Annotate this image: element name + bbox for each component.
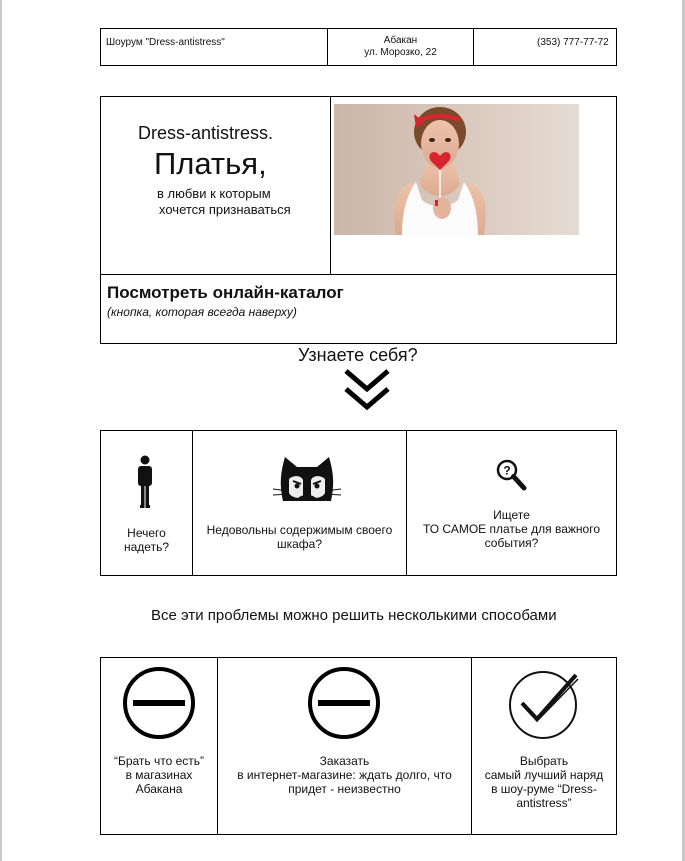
hero-tagline-2: хочется признаваться [159,202,291,217]
problem-line-2: ТО САМОЕ платье для важного [422,522,601,536]
brand-name: Dress-antistress. [138,123,274,143]
solution-line-1: Выбрать [519,754,569,768]
person-figure-icon [135,455,155,509]
solution-line-3: Абакана [135,782,183,796]
svg-text:?: ? [503,463,511,478]
check-circle-icon [506,665,584,741]
solution-line-3: придет - неизвестно [288,782,401,796]
address-block [328,35,473,71]
page [2,0,682,861]
hero-section [100,96,617,344]
double-chevron-down-icon [342,367,392,413]
catalog-button[interactable]: Посмотреть онлайн-каталог [107,283,344,302]
hero-headline: Платья, [154,146,267,181]
minus-circle-icon [306,665,382,741]
header-strip [100,28,617,66]
problem-line-2: надеть? [124,540,169,554]
woman-with-heart-lollipop-photo-icon [334,104,579,235]
city: Абакан [383,35,418,46]
phone-number[interactable]: (353) 777-77-72 [537,37,609,48]
solution-line-2: в магазинах [125,768,193,782]
question-heading: Узнаете себя? [298,345,418,365]
problem-line-1: Недовольны содержимым своего [206,523,393,537]
problem-line-1: Ищете [493,508,530,522]
solution-line-2: самый лучший наряд [484,768,604,782]
solution-line-2: в интернет-магазине: ждать долго, что [237,768,452,782]
problems-table [100,430,617,576]
hero-photo [334,104,579,235]
problem-line-2: шкафа? [276,537,323,551]
street: ул. Морозко, 22 [364,47,437,58]
solution-line-4: antistress” [516,796,572,810]
showroom-name: Шоурум "Dress-antistress" [106,37,225,48]
magnifier-question-icon [495,458,527,494]
solution-line-3: в шоу-руме “Dress- [491,782,597,796]
problem-line-3: события? [484,536,539,550]
solution-line-1: “Брать что есть” [113,754,205,768]
solution-line-1: Заказать [319,754,370,768]
grumpy-cat-icon [271,453,343,505]
hero-tagline-1: в любви к которым [157,186,271,201]
solutions-intro: Все эти проблемы можно решить несколькими способами [151,607,557,624]
minus-circle-icon [121,665,197,741]
catalog-note: (кнопка, которая всегда наверху) [107,305,297,319]
problem-line-1: Нечего [127,526,166,540]
solutions-table [100,657,617,835]
